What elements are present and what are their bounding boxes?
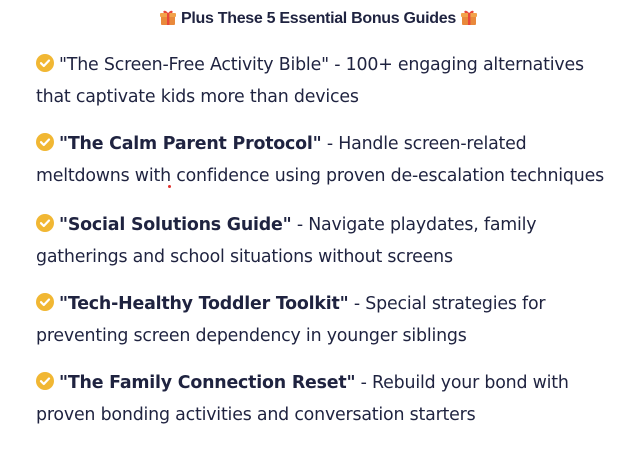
check-circle-icon [36, 54, 54, 72]
list-item [36, 50, 616, 113]
guide-description: - Special strategies for preventing screen dependency in younger siblings [36, 294, 546, 346]
guide-description: - Rebuild your bond with proven bonding activities and conversation starters [36, 373, 569, 425]
bonus-guides-list [36, 50, 616, 447]
guide-title: "Tech-Healthy Toddler Toolkit" [59, 294, 349, 314]
guide-title: "The Family Connection Reset" [59, 373, 356, 393]
guide-title: "The Calm Parent Protocol" [59, 134, 322, 154]
gift-icon [460, 8, 478, 26]
red-dot-marker [168, 185, 171, 188]
list-item [36, 210, 616, 273]
list-item [36, 129, 616, 192]
gift-icon [159, 8, 177, 26]
check-circle-icon [36, 293, 54, 311]
check-circle-icon [36, 133, 54, 151]
bonus-header [0, 8, 637, 30]
guide-title: "Social Solutions Guide" [59, 215, 292, 235]
check-circle-icon [36, 214, 54, 232]
check-circle-icon [36, 372, 54, 390]
guide-description: - 100+ engaging alternatives that captivate kids more than devices [36, 55, 584, 107]
guide-title: "The Screen-Free Activity Bible" [59, 55, 329, 75]
bonus-header-title: Plus These 5 Essential Bonus Guides [181, 10, 456, 27]
list-item [36, 368, 616, 431]
list-item [36, 289, 616, 352]
guide-description: - Navigate playdates, family gatherings and school situations without screens [36, 215, 537, 267]
guide-description: - Handle screen-related meltdowns with confidence using proven de-escalation techniques [36, 134, 604, 186]
